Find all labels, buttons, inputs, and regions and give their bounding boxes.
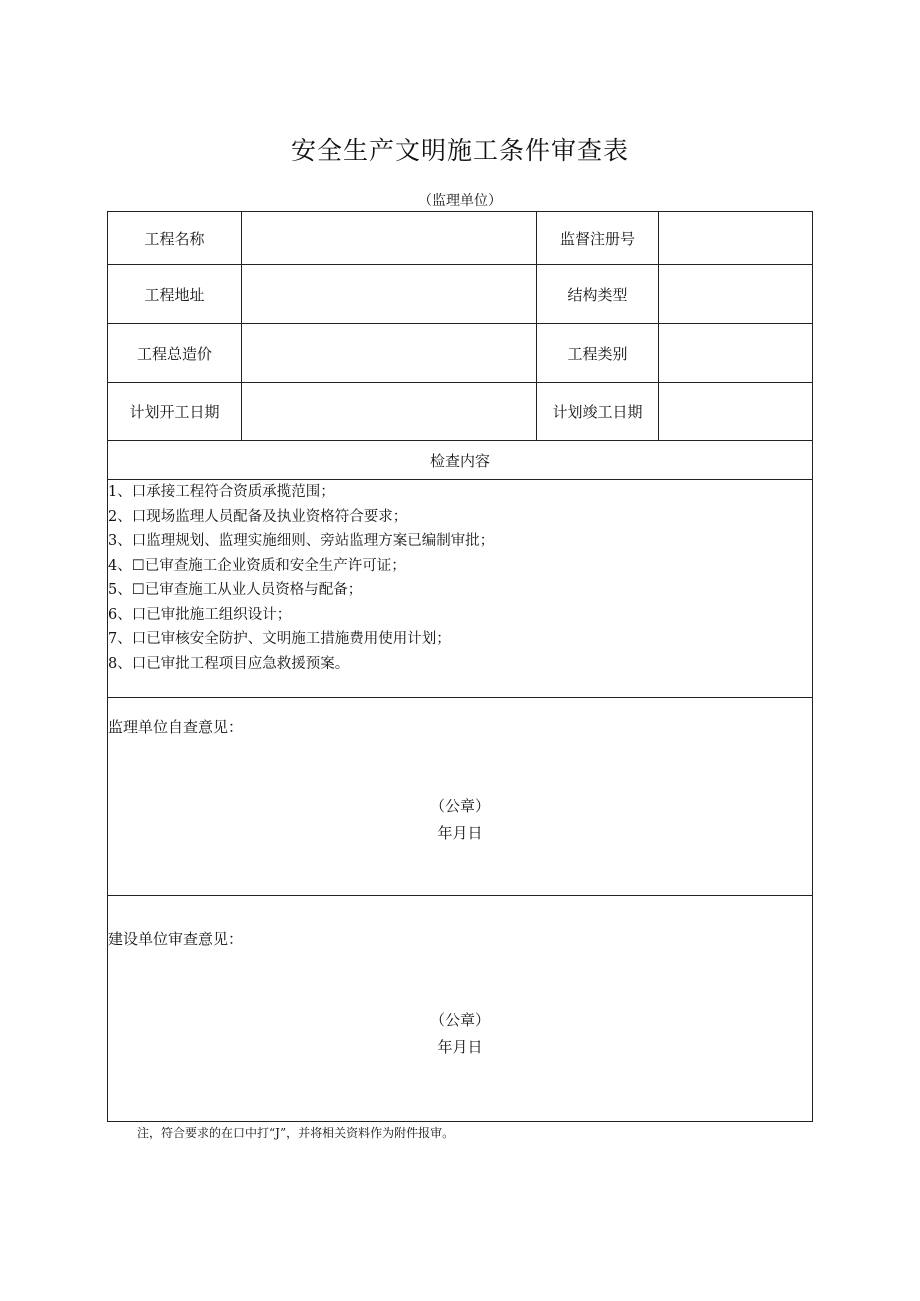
review-form-table bbox=[107, 211, 813, 1122]
planned-start-date-value[interactable] bbox=[242, 383, 536, 440]
row-divider bbox=[108, 264, 812, 265]
project-name-label: 工程名称 bbox=[144, 229, 205, 248]
registration-number-label: 监督注册号 bbox=[559, 229, 635, 248]
checklist-item-2[interactable]: 2、口现场监理人员配备及执业资格符合要求； bbox=[108, 508, 408, 525]
structure-type-value[interactable] bbox=[659, 265, 812, 323]
total-cost-label: 工程总造价 bbox=[136, 344, 212, 363]
project-category-label: 工程类别 bbox=[567, 344, 628, 363]
checklist-item-7[interactable]: 7、口已审核安全防护、文明施工措施费用使用计划； bbox=[108, 631, 451, 647]
supervisor-date-label: 年月日 bbox=[437, 824, 483, 842]
column-divider bbox=[536, 212, 537, 440]
builder-opinion-label: 建设单位审查意见： bbox=[108, 930, 244, 948]
registration-number-value[interactable] bbox=[659, 212, 812, 264]
project-address-label: 工程地址 bbox=[144, 285, 205, 304]
builder-date-label: 年月日 bbox=[437, 1038, 483, 1056]
row-divider bbox=[108, 323, 812, 324]
row-divider bbox=[108, 697, 812, 698]
planned-completion-date-label: 计划竣工日期 bbox=[552, 403, 643, 421]
footnote: 注，符合要求的在口中打“J”，并将相关资料作为附件报审。 bbox=[137, 1126, 455, 1140]
column-divider bbox=[241, 212, 242, 440]
checklist-item-6[interactable]: 6、口已审批施工组织设计； bbox=[108, 606, 292, 623]
check-content-header: 检查内容 bbox=[429, 451, 490, 470]
row-divider bbox=[108, 382, 812, 383]
checklist-item-4[interactable]: 4、☐已审查施工企业资质和安全生产许可证； bbox=[108, 557, 406, 574]
form-subtitle: （监理单位） bbox=[418, 193, 502, 209]
column-divider bbox=[658, 212, 659, 440]
supervisor-opinion-label: 监理单位自查意见： bbox=[108, 718, 244, 736]
row-divider bbox=[108, 895, 812, 896]
checklist bbox=[108, 480, 808, 676]
structure-type-label: 结构类型 bbox=[567, 285, 628, 304]
checklist-item-5[interactable]: 5、☐已审查施工从业人员资格与配备； bbox=[108, 582, 363, 598]
checklist-item-1[interactable]: 1、口承接工程符合资质承揽范围； bbox=[108, 484, 335, 500]
form-title: 安全生产文明施工条件审查表 bbox=[290, 136, 629, 165]
project-address-value[interactable] bbox=[242, 265, 536, 323]
project-category-value[interactable] bbox=[659, 324, 812, 382]
planned-completion-date-value[interactable] bbox=[659, 383, 812, 440]
builder-seal-label: （公章） bbox=[429, 1011, 490, 1029]
supervisor-seal-label: （公章） bbox=[429, 797, 490, 815]
total-cost-value[interactable] bbox=[242, 324, 536, 382]
project-name-value[interactable] bbox=[242, 212, 536, 264]
checklist-item-3[interactable]: 3、口监理规划、监理实施细则、旁站监理方案已编制审批； bbox=[108, 533, 495, 549]
row-divider bbox=[108, 440, 812, 441]
planned-start-date-label: 计划开工日期 bbox=[129, 403, 220, 421]
checklist-item-8[interactable]: 8、口已审批工程项目应急救援预案。 bbox=[108, 655, 350, 672]
